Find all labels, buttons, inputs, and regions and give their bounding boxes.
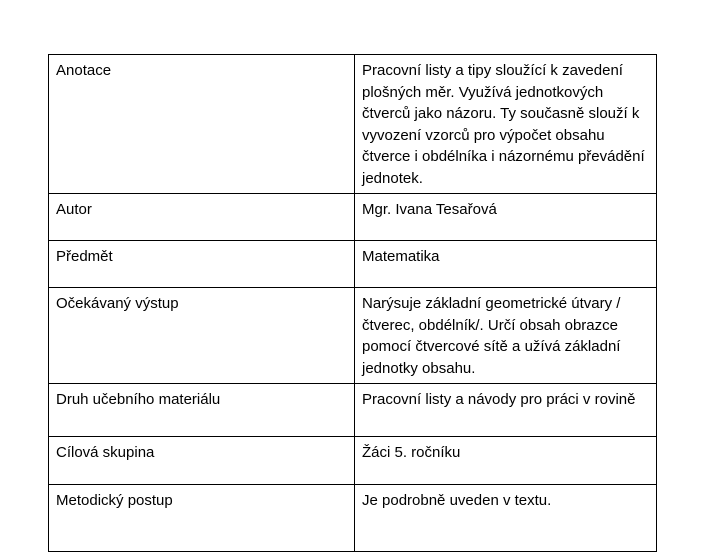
- table-row: [49, 288, 657, 384]
- table-row: [49, 241, 657, 288]
- row-value-autor: Mgr. Ivana Tesařová: [355, 194, 657, 241]
- row-label-anotace: Anotace: [49, 55, 355, 194]
- table-row: [49, 437, 657, 485]
- metadata-table: [48, 54, 657, 552]
- row-label-autor: Autor: [49, 194, 355, 241]
- table-row: [49, 55, 657, 194]
- table-row: [49, 194, 657, 241]
- table-row: [49, 485, 657, 552]
- row-value-anotace: Pracovní listy a tipy sloužící k zavedení plošných měr. Využívá jednotkových čtverců jako názoru. Ty současně slouží k vyvození vzorců pro výpočet obsahu čtverce i obdélníka i názornému převádění jednotek.: [355, 55, 657, 194]
- row-label-ocekavany-vystup: Očekávaný výstup: [49, 288, 355, 384]
- row-value-cilova-skupina: Žáci 5. ročníku: [355, 437, 657, 485]
- row-label-druh-materialu: Druh učebního materiálu: [49, 384, 355, 437]
- row-label-cilova-skupina: Cílová skupina: [49, 437, 355, 485]
- row-label-predmet: Předmět: [49, 241, 355, 288]
- row-value-predmet: Matematika: [355, 241, 657, 288]
- table-row: [49, 384, 657, 437]
- row-value-druh-materialu: Pracovní listy a návody pro práci v rovině: [355, 384, 657, 437]
- row-value-ocekavany-vystup: Narýsuje základní geometrické útvary /čtverec, obdélník/. Určí obsah obrazce pomocí čtvercové sítě a užívá základní jednotky obsahu.: [355, 288, 657, 384]
- row-value-metodicky-postup: Je podrobně uveden v textu.: [355, 485, 657, 552]
- row-label-metodicky-postup: Metodický postup: [49, 485, 355, 552]
